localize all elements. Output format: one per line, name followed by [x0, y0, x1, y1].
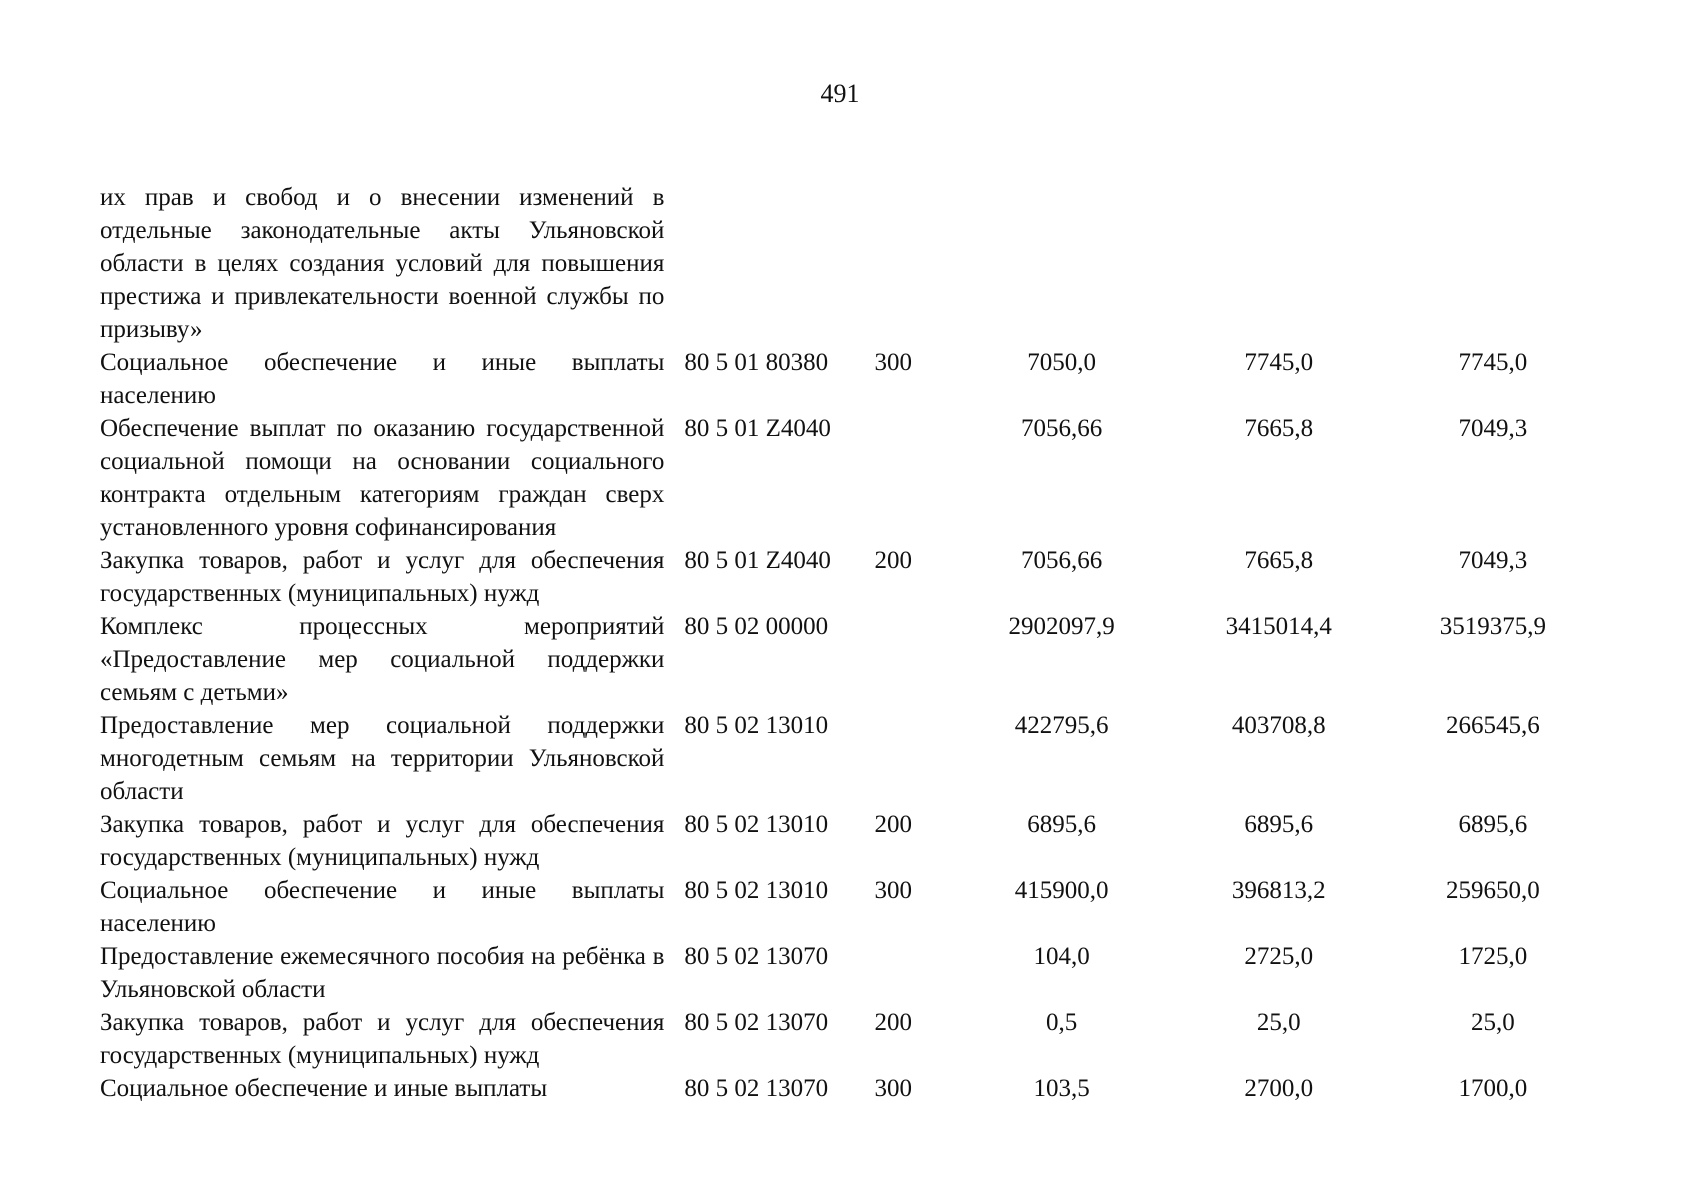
row-value-3: 7049,3: [1458, 415, 1528, 442]
row-value-2: 7745,0: [1244, 349, 1314, 376]
row-code: 80 5 02 13070: [684, 1009, 829, 1036]
table-row: [100, 808, 1600, 874]
row-value-2: 396813,2: [1231, 877, 1326, 904]
row-code: 80 5 02 13010: [684, 712, 829, 739]
row-value-3: 266545,6: [1446, 712, 1540, 739]
row-value-3: 1725,0: [1458, 943, 1528, 970]
row-expense-type: 300: [874, 349, 912, 376]
row-code: 80 5 01 Z4040: [684, 415, 831, 442]
row-value-3: 7745,0: [1458, 349, 1528, 376]
row-code: 80 5 02 00000: [684, 613, 829, 640]
row-value-1: 7050,0: [1027, 349, 1097, 376]
page-number: 491: [820, 79, 860, 108]
row-value-3: 25,0: [1471, 1009, 1515, 1036]
table-row: [100, 346, 1600, 412]
row-value-1: 6895,6: [1027, 811, 1097, 838]
row-value-2: 6895,6: [1244, 811, 1314, 838]
row-expense-type: 300: [874, 1075, 912, 1102]
row-code: 80 5 02 13070: [684, 1075, 829, 1102]
table-row: [100, 1072, 1600, 1105]
row-value-2: 2725,0: [1244, 943, 1314, 970]
row-description: Закупка товаров, работ и услуг для обеспечения государственных (муниципальных) нужд: [100, 811, 665, 871]
table-row: [100, 544, 1600, 610]
row-code: 80 5 02 13010: [684, 877, 829, 904]
row-value-1: 415900,0: [1014, 877, 1109, 904]
table-row: [100, 874, 1600, 940]
row-value-3: 259650,0: [1446, 877, 1540, 904]
row-code: 80 5 02 13070: [684, 943, 829, 970]
row-description: Закупка товаров, работ и услуг для обеспечения государственных (муниципальных) нужд: [100, 1009, 665, 1069]
row-value-1: 104,0: [1033, 943, 1090, 970]
table-row: [100, 709, 1600, 808]
row-value-2: 2700,0: [1244, 1075, 1314, 1102]
row-description: Закупка товаров, работ и услуг для обеспечения государственных (муниципальных) нужд: [100, 547, 665, 607]
row-description: Обеспечение выплат по оказанию государственной социальной помощи на основании социального контракта отдельным категориям граждан сверх установленного уровня софинансирования: [100, 415, 665, 541]
row-expense-type: 200: [874, 1009, 912, 1036]
row-description: Комплекс процессных мероприятий «Предоставление мер социальной поддержки семьям с детьми»: [100, 613, 665, 706]
row-description: Предоставление мер социальной поддержки многодетным семьям на территории Ульяновской области: [100, 712, 665, 805]
row-value-1: 103,5: [1033, 1075, 1090, 1102]
row-description: Социальное обеспечение и иные выплаты населению: [100, 877, 665, 937]
row-value-1: 7056,66: [1021, 547, 1103, 574]
row-description: их прав и свобод и о внесении изменений в отдельные законодательные акты Ульяновской области в целях создания условий для повышения престижа и привлекательности военной службы по призыву»: [100, 184, 665, 343]
row-value-1: 7056,66: [1021, 415, 1103, 442]
table-row: [100, 412, 1600, 544]
row-value-2: 25,0: [1256, 1009, 1301, 1036]
budget-table: [100, 181, 1600, 1105]
row-value-1: 422795,6: [1014, 712, 1109, 739]
row-value-3: 3519375,9: [1439, 613, 1547, 640]
row-value-1: 0,5: [1046, 1009, 1078, 1036]
row-description: Социальное обеспечение и иные выплаты населению: [100, 349, 665, 409]
row-description: Социальное обеспечение и иные выплаты: [100, 1075, 548, 1102]
row-value-2: 7665,8: [1244, 415, 1314, 442]
row-value-1: 2902097,9: [1008, 613, 1115, 640]
row-value-3: 7049,3: [1458, 547, 1528, 574]
row-value-2: 3415014,4: [1225, 613, 1332, 640]
row-value-2: 7665,8: [1244, 547, 1314, 574]
table-row: [100, 181, 1600, 346]
row-expense-type: 300: [874, 877, 912, 904]
row-value-3: 6895,6: [1458, 811, 1528, 838]
row-code: 80 5 01 80380: [684, 349, 829, 376]
row-description: Предоставление ежемесячного пособия на ребёнка в Ульяновской области: [100, 943, 665, 1003]
row-code: 80 5 01 Z4040: [684, 547, 831, 574]
row-expense-type: 200: [874, 547, 912, 574]
table-row: [100, 1006, 1600, 1072]
table-row: [100, 940, 1600, 1006]
row-expense-type: 200: [874, 811, 912, 838]
table-row: [100, 610, 1600, 709]
row-value-2: 403708,8: [1231, 712, 1326, 739]
row-code: 80 5 02 13010: [684, 811, 829, 838]
row-value-3: 1700,0: [1458, 1075, 1528, 1102]
